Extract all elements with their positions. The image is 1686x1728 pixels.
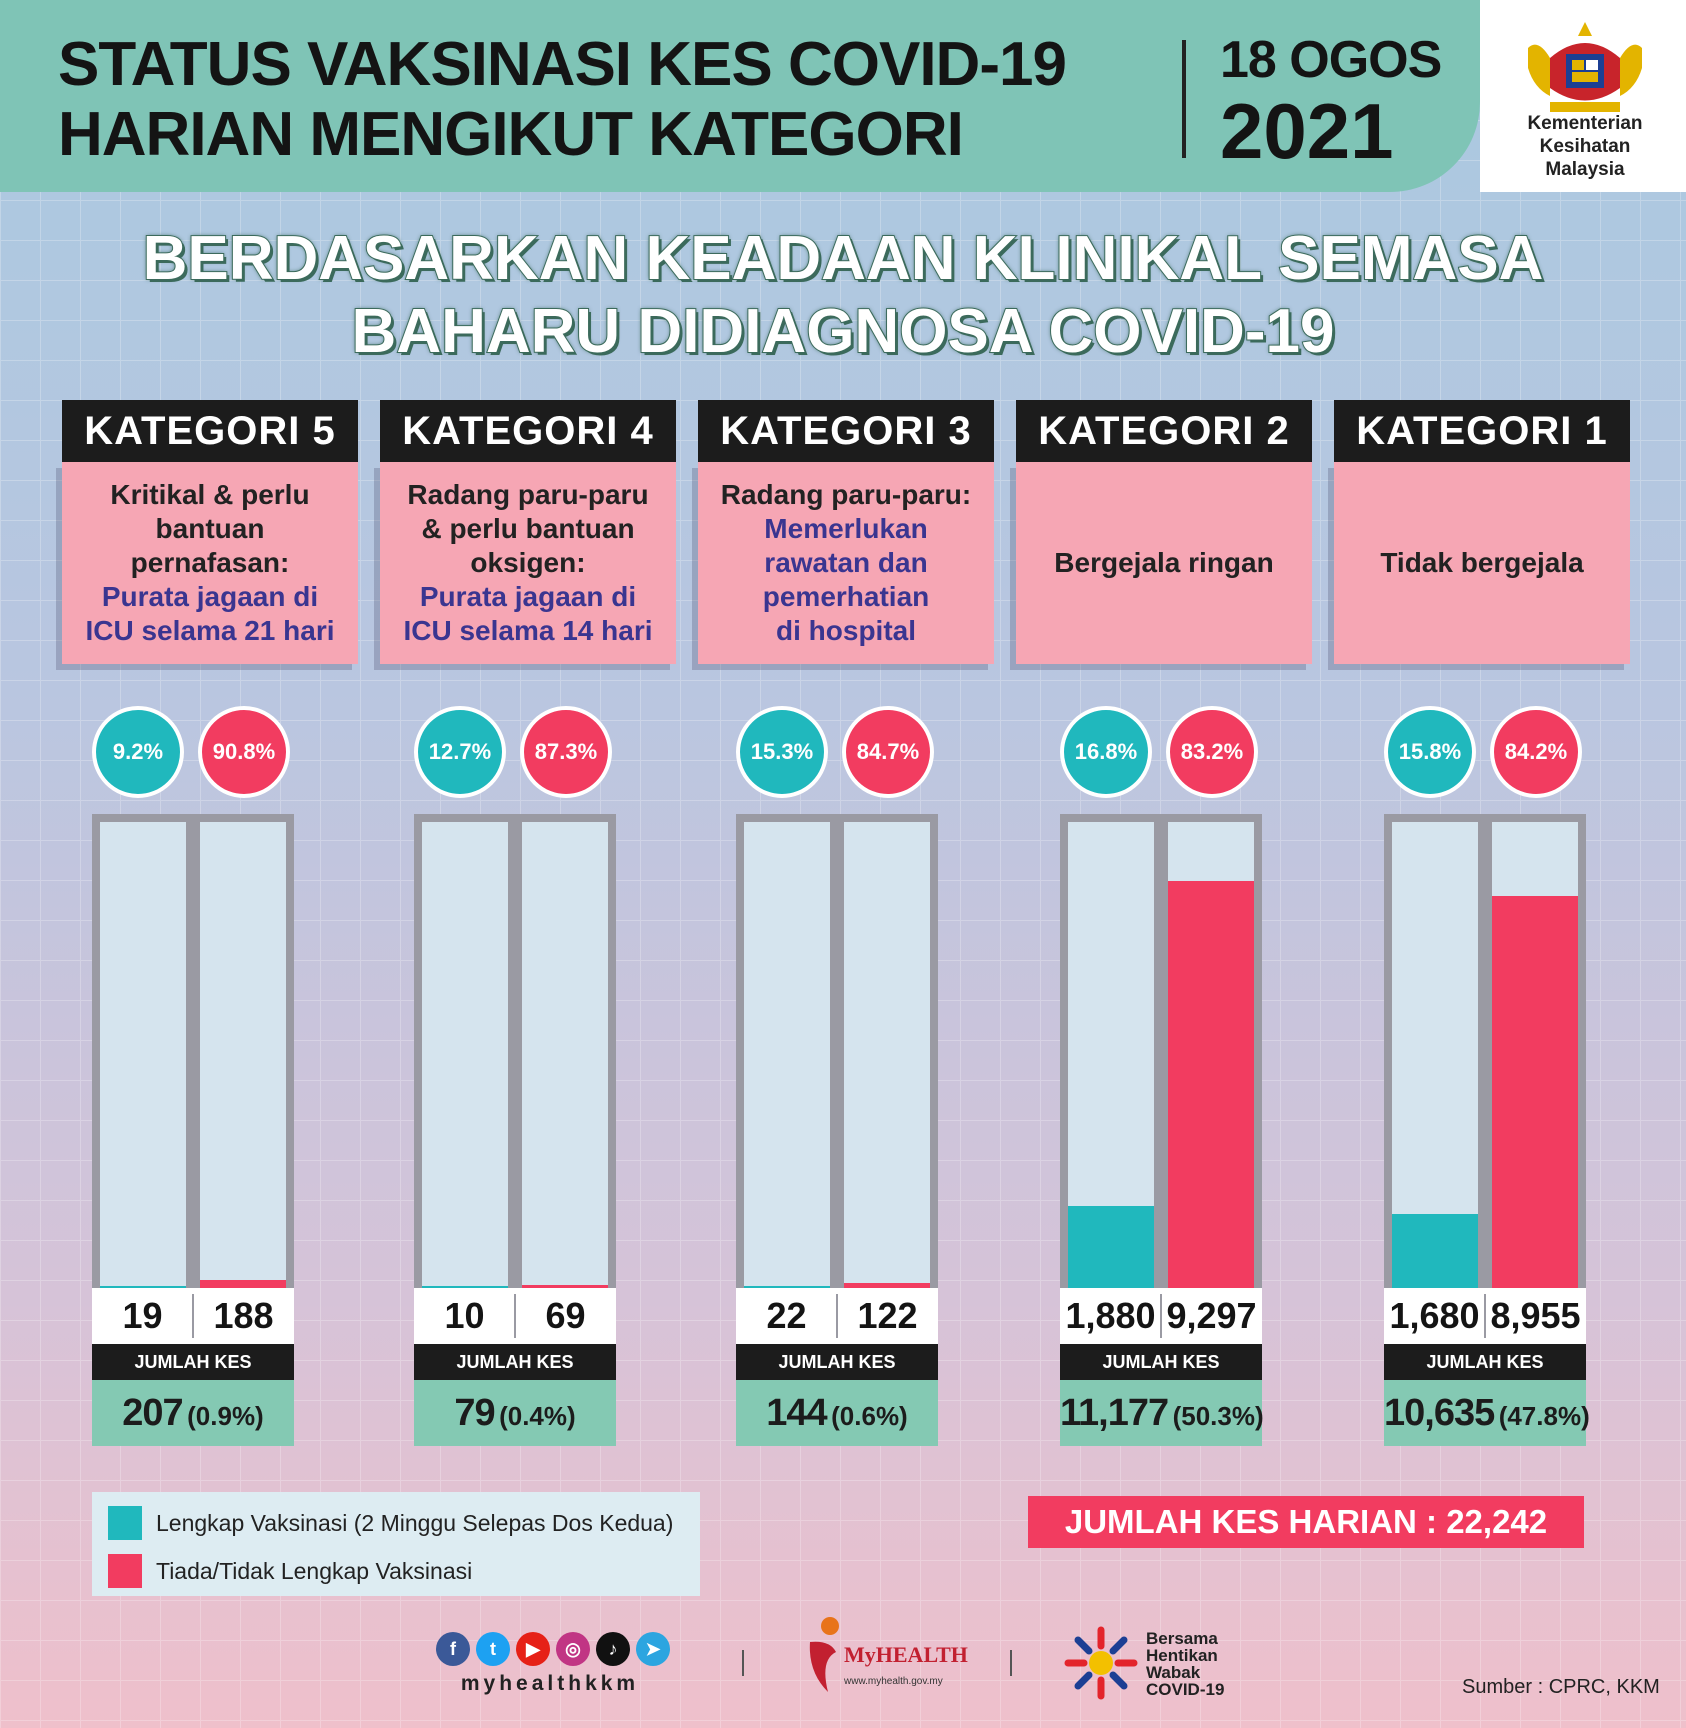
description-line: Kritikal & perlu xyxy=(110,479,310,510)
value-unvaccinated: 188 xyxy=(213,1295,274,1336)
total-cases xyxy=(1384,1380,1590,1446)
value-vaccinated: 19 xyxy=(122,1295,163,1336)
description-line: ICU selama 21 hari xyxy=(85,615,335,646)
bersama-sun-icon xyxy=(1064,1626,1138,1700)
value-unvaccinated: 9,297 xyxy=(1166,1295,1257,1336)
description-line: & perlu bantuan xyxy=(421,513,635,544)
ministry-line-1: Kementerian xyxy=(1527,113,1643,134)
category-title: KATEGORI 1 xyxy=(1334,400,1630,462)
bar-track-unvaccinated xyxy=(1492,822,1578,1288)
myhealth-wordmark: MyHEALTH xyxy=(844,1642,968,1667)
description-text xyxy=(62,478,358,648)
description-line: pemerhatian xyxy=(762,581,930,612)
instagram-icon[interactable]: ◎ xyxy=(556,1632,590,1666)
bar-vaccinated xyxy=(1068,1206,1154,1288)
description-line: pernafasan: xyxy=(130,547,290,578)
tiktok-icon[interactable]: ♪ xyxy=(596,1632,630,1666)
youtube-icon[interactable]: ▶ xyxy=(516,1632,550,1666)
facebook-icon[interactable]: f xyxy=(436,1632,470,1666)
description-line: oksigen: xyxy=(470,547,586,578)
bar-value-row xyxy=(414,1288,616,1344)
bar-frame xyxy=(414,814,616,1288)
daily-total-badge: JUMLAH KES HARIAN : 22,242 xyxy=(1028,1496,1584,1548)
date-day-month: 18 OGOS xyxy=(1220,31,1442,89)
ministry-name xyxy=(1500,112,1670,181)
percent-unvaccinated-badge: 84.7% xyxy=(842,706,934,798)
percent-vaccinated-badge: 12.7% xyxy=(414,706,506,798)
ministry-line-2: Kesihatan xyxy=(1539,136,1631,157)
category-description xyxy=(698,462,994,664)
percent-vaccinated-badge: 16.8% xyxy=(1060,706,1152,798)
bersama-line-3: Wabak xyxy=(1146,1663,1201,1682)
bar-frame xyxy=(1060,814,1262,1288)
bar-value-row xyxy=(1384,1288,1586,1344)
bersama-text xyxy=(1146,1630,1224,1698)
description-line: bantuan xyxy=(155,513,265,544)
total-value: 79 xyxy=(454,1392,495,1434)
total-percent: (0.6%) xyxy=(831,1401,908,1431)
category-description xyxy=(380,462,676,664)
bar-track-unvaccinated xyxy=(522,822,608,1288)
value-vaccinated: 1,880 xyxy=(1065,1295,1156,1336)
category-title: KATEGORI 2 xyxy=(1016,400,1312,462)
total-percent: (47.8%) xyxy=(1498,1401,1590,1431)
description-text xyxy=(698,478,994,648)
total-percent: (50.3%) xyxy=(1172,1401,1264,1431)
myhealth-figure-icon xyxy=(800,1612,844,1702)
total-value: 144 xyxy=(766,1392,827,1434)
bar-unvaccinated xyxy=(200,1280,286,1288)
value-vaccinated: 22 xyxy=(766,1295,807,1336)
bersama-line-4: COVID-19 xyxy=(1146,1680,1225,1699)
description-line: di hospital xyxy=(776,615,916,646)
ministry-line-3: Malaysia xyxy=(1545,159,1625,180)
description-line: rawatan dan xyxy=(764,547,928,578)
legend-label-vaccinated: Lengkap Vaksinasi (2 Minggu Selepas Dos Kedua) xyxy=(156,1510,674,1536)
bar-track-vaccinated xyxy=(744,822,830,1288)
subtitle-line-1: BERDASARKAN KEADAAN KLINIKAL SEMASA xyxy=(142,224,1544,293)
bar-track-unvaccinated xyxy=(200,822,286,1288)
description-line: Purata jagaan di xyxy=(419,581,637,612)
legend-label-unvaccinated: Tiada/Tidak Lengkap Vaksinasi xyxy=(156,1558,473,1584)
percent-vaccinated-badge: 9.2% xyxy=(92,706,184,798)
bar-frame xyxy=(1384,814,1586,1288)
bar-track-unvaccinated xyxy=(844,822,930,1288)
description-text xyxy=(1016,546,1312,580)
twitter-icon[interactable]: t xyxy=(476,1632,510,1666)
bar-track-vaccinated xyxy=(100,822,186,1288)
category-description xyxy=(62,462,358,664)
footer-divider-2 xyxy=(1010,1650,1012,1676)
description-line: Memerlukan xyxy=(764,513,928,544)
bar-track-vaccinated xyxy=(422,822,508,1288)
title-line-2: HARIAN MENGIKUT KATEGORI xyxy=(58,100,963,169)
total-percent: (0.9%) xyxy=(187,1401,264,1431)
value-vaccinated: 1,680 xyxy=(1389,1295,1480,1336)
percent-unvaccinated-badge: 87.3% xyxy=(520,706,612,798)
value-unvaccinated: 69 xyxy=(545,1295,586,1336)
malaysia-crest-icon xyxy=(1520,18,1650,118)
category-title: KATEGORI 5 xyxy=(62,400,358,462)
bersama-line-1: Bersama xyxy=(1146,1629,1218,1648)
footer-divider-1 xyxy=(742,1650,744,1676)
bersama-line-2: Hentikan xyxy=(1146,1646,1218,1665)
bersama-logo xyxy=(1064,1626,1254,1706)
total-label: JUMLAH KES xyxy=(1384,1344,1586,1380)
total-label: JUMLAH KES xyxy=(92,1344,294,1380)
bar-track-vaccinated xyxy=(1068,822,1154,1288)
total-value: 207 xyxy=(122,1392,183,1434)
myhealth-url: www.myhealth.gov.my xyxy=(844,1676,943,1687)
description-text xyxy=(1334,546,1630,580)
social-handle: myhealthkkm xyxy=(460,1672,640,1695)
category-description xyxy=(1334,462,1630,664)
description-line: Radang paru-paru: xyxy=(720,479,972,510)
telegram-icon[interactable]: ➤ xyxy=(636,1632,670,1666)
total-label: JUMLAH KES xyxy=(736,1344,938,1380)
bar-track-unvaccinated xyxy=(1168,822,1254,1288)
title-line-1: STATUS VAKSINASI KES COVID-19 xyxy=(58,30,1066,99)
category-title: KATEGORI 3 xyxy=(698,400,994,462)
total-cases xyxy=(92,1380,294,1446)
total-label: JUMLAH KES xyxy=(1060,1344,1262,1380)
legend xyxy=(92,1492,700,1596)
bar-frame xyxy=(92,814,294,1288)
page-title xyxy=(58,30,1066,170)
description-line: Purata jagaan di xyxy=(101,581,319,612)
date-year: 2021 xyxy=(1220,87,1394,175)
title-divider xyxy=(1182,40,1186,158)
value-unvaccinated: 122 xyxy=(857,1295,918,1336)
total-cases xyxy=(414,1380,616,1446)
description-text xyxy=(380,478,676,648)
description-line: Tidak bergejala xyxy=(1380,547,1584,578)
description-line: ICU selama 14 hari xyxy=(403,615,653,646)
percent-unvaccinated-badge: 90.8% xyxy=(198,706,290,798)
value-vaccinated: 10 xyxy=(444,1295,485,1336)
total-cases xyxy=(1060,1380,1262,1446)
bar-unvaccinated xyxy=(1492,896,1578,1288)
total-value: 11,177 xyxy=(1060,1392,1169,1434)
subtitle-line-2: BAHARU DIDIAGNOSA COVID-19 xyxy=(351,297,1335,366)
legend-swatch-unvaccinated xyxy=(108,1554,142,1588)
bar-value-row xyxy=(736,1288,938,1344)
total-value: 10,635 xyxy=(1384,1392,1495,1434)
description-line: Radang paru-paru xyxy=(407,479,649,510)
bar-track-vaccinated xyxy=(1392,822,1478,1288)
total-cases xyxy=(736,1380,938,1446)
bar-value-row xyxy=(1060,1288,1262,1344)
value-unvaccinated: 8,955 xyxy=(1490,1295,1581,1336)
total-label: JUMLAH KES xyxy=(414,1344,616,1380)
bar-value-row xyxy=(92,1288,294,1344)
bar-vaccinated xyxy=(1392,1214,1478,1288)
category-description xyxy=(1016,462,1312,664)
description-line: Bergejala ringan xyxy=(1054,547,1274,578)
percent-unvaccinated-badge: 84.2% xyxy=(1490,706,1582,798)
bar-frame xyxy=(736,814,938,1288)
myhealth-logo xyxy=(800,1612,980,1702)
percent-unvaccinated-badge: 83.2% xyxy=(1166,706,1258,798)
source-note: Sumber : CPRC, KKM xyxy=(1462,1676,1660,1698)
percent-vaccinated-badge: 15.8% xyxy=(1384,706,1476,798)
legend-swatch-vaccinated xyxy=(108,1506,142,1540)
bar-unvaccinated xyxy=(1168,881,1254,1288)
percent-vaccinated-badge: 15.3% xyxy=(736,706,828,798)
total-percent: (0.4%) xyxy=(499,1401,576,1431)
category-title: KATEGORI 4 xyxy=(380,400,676,462)
